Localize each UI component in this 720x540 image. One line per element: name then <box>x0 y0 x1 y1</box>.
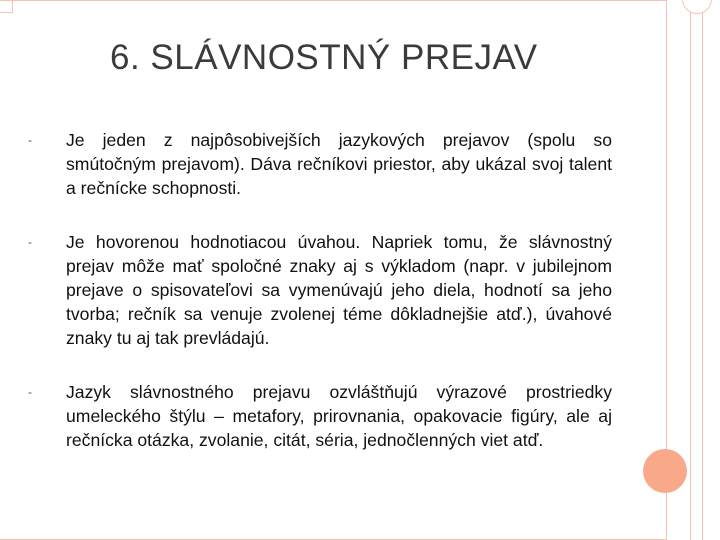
bullet-text: Je jeden z najpôsobivejších jazykových prejavov (spolu so smútočným prejavom). Dáva rečníkovi priestor, aby ukázal svoj talent a rečnícke schopnosti. <box>66 130 612 198</box>
bullet-item <box>28 230 612 350</box>
frame-right-line-edge <box>702 0 703 540</box>
slide-title: 6. SLÁVNOSTNÝ PREJAV <box>110 38 538 77</box>
bullet-text: Jazyk slávnostného prejavu ozvláštňujú výrazové prostriedky umeleckého štýlu – metafory, prirovnania, opakovacie figúry, ale aj rečnícka otázka, zvolanie, citát, séria, jednočlenných viet atď. <box>66 382 612 450</box>
decorative-circle-top <box>682 0 712 14</box>
frame-right-line-inner <box>690 0 691 540</box>
bullet-item <box>28 128 612 200</box>
frame-top-line <box>0 0 666 1</box>
bullet-marker: - <box>28 133 32 147</box>
bullet-marker: - <box>28 235 32 249</box>
frame-corner <box>0 0 13 13</box>
decorative-accent-circle <box>643 449 687 493</box>
bullet-item <box>28 380 612 452</box>
bullet-marker: - <box>28 385 32 399</box>
bullet-text: Je hovorenou hodnotiacou úvahou. Napriek tomu, že slávnostný prejav môže mať spoločné znaky aj s výkladom (napr. v jubilejnom prejave o spisovateľovi sa vymenúvajú jeho diela, hodnotí sa jeho tvorba; rečník sa venuje zvolenej téme dôkladnejšie atď.), úvahové znaky tu aj tak prevládajú. <box>66 232 612 348</box>
bullet-list <box>28 128 612 452</box>
